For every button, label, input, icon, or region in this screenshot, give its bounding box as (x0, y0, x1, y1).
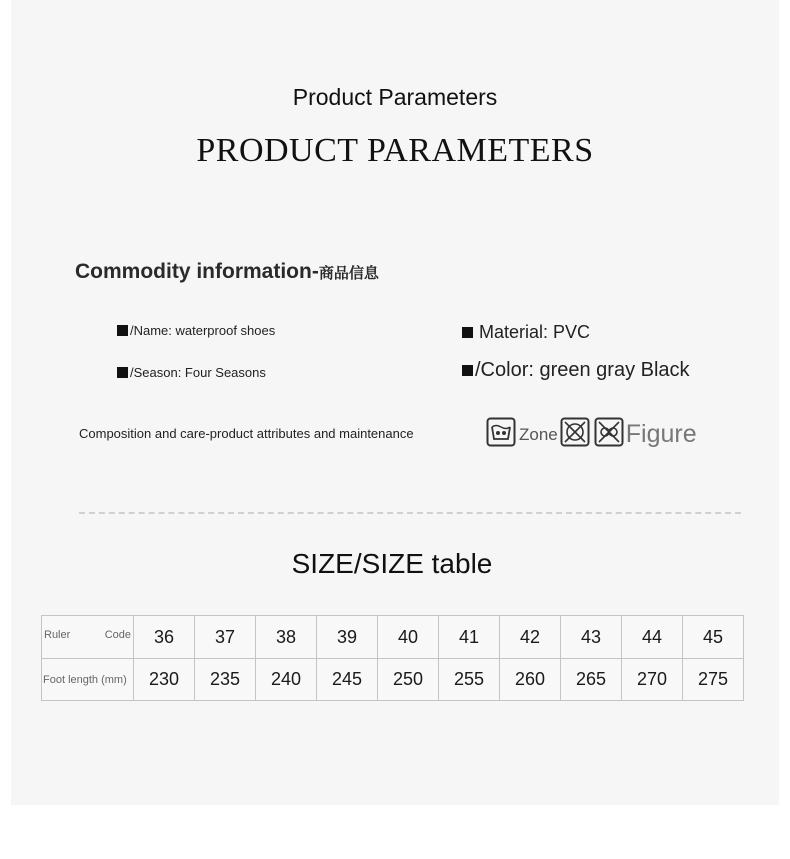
no-tumble-dry-icon (560, 417, 590, 452)
wash-icon (486, 417, 516, 452)
figure-label: Figure (625, 420, 697, 448)
foot-length-cell: 260 (500, 659, 561, 701)
attr-name-text: /Name: waterproof shoes (130, 323, 276, 338)
attr-material (462, 322, 590, 343)
page-title: Product Parameters (292, 84, 498, 110)
bullet-square-icon (462, 327, 473, 338)
attr-season-text: /Season: Four Seasons (130, 365, 266, 380)
page-subtitle: PRODUCT PARAMETERS (196, 132, 594, 169)
foot-length-cell: 245 (317, 659, 378, 701)
foot-length-cell: 255 (439, 659, 500, 701)
size-code-cell: 37 (195, 616, 256, 659)
foot-length-cell: 230 (134, 659, 195, 701)
size-code-cell: 39 (317, 616, 378, 659)
foot-length-label: Foot length (mm) (43, 673, 127, 686)
commodity-heading-cn: 商品信息 (318, 265, 379, 282)
size-code-cell: 43 (561, 616, 622, 659)
foot-length-cell: 270 (622, 659, 683, 701)
care-icons (486, 417, 697, 452)
commodity-heading (75, 260, 379, 284)
bullet-square-icon (117, 367, 128, 378)
size-code-cell: 44 (622, 616, 683, 659)
attr-color (462, 359, 690, 382)
foot-length-cell: 275 (683, 659, 744, 701)
size-code-cell: 41 (439, 616, 500, 659)
size-table (41, 615, 744, 701)
table-row-code (42, 616, 744, 659)
attr-name (117, 323, 275, 338)
care-label: Composition and care-product attributes and maintenance (79, 426, 414, 441)
size-code-cell: 45 (683, 616, 744, 659)
foot-length-cell: 235 (195, 659, 256, 701)
attr-season (117, 365, 266, 380)
section-divider (79, 512, 741, 514)
size-code-cell: 42 (500, 616, 561, 659)
header-cell-ruler-code (42, 616, 134, 659)
header-cell-foot-length (42, 659, 134, 701)
bullet-square-icon (462, 365, 473, 376)
commodity-heading-en: Commodity information- (75, 260, 319, 283)
foot-length-cell: 240 (256, 659, 317, 701)
attr-color-text: /Color: green gray Black (475, 359, 690, 381)
no-dry-clean-icon (594, 417, 624, 452)
table-row-foot-length (42, 659, 744, 701)
foot-length-cell: 265 (561, 659, 622, 701)
zone-label: Zone (519, 424, 558, 444)
bullet-square-icon (117, 325, 128, 336)
size-code-cell: 36 (134, 616, 195, 659)
foot-length-cell: 250 (378, 659, 439, 701)
size-code-cell: 38 (256, 616, 317, 659)
size-code-cell: 40 (378, 616, 439, 659)
code-label: Code (104, 629, 131, 641)
attr-material-text: Material: PVC (479, 322, 591, 342)
ruler-label: Ruler (44, 629, 71, 641)
size-table-title: SIZE/SIZE table (291, 548, 493, 579)
